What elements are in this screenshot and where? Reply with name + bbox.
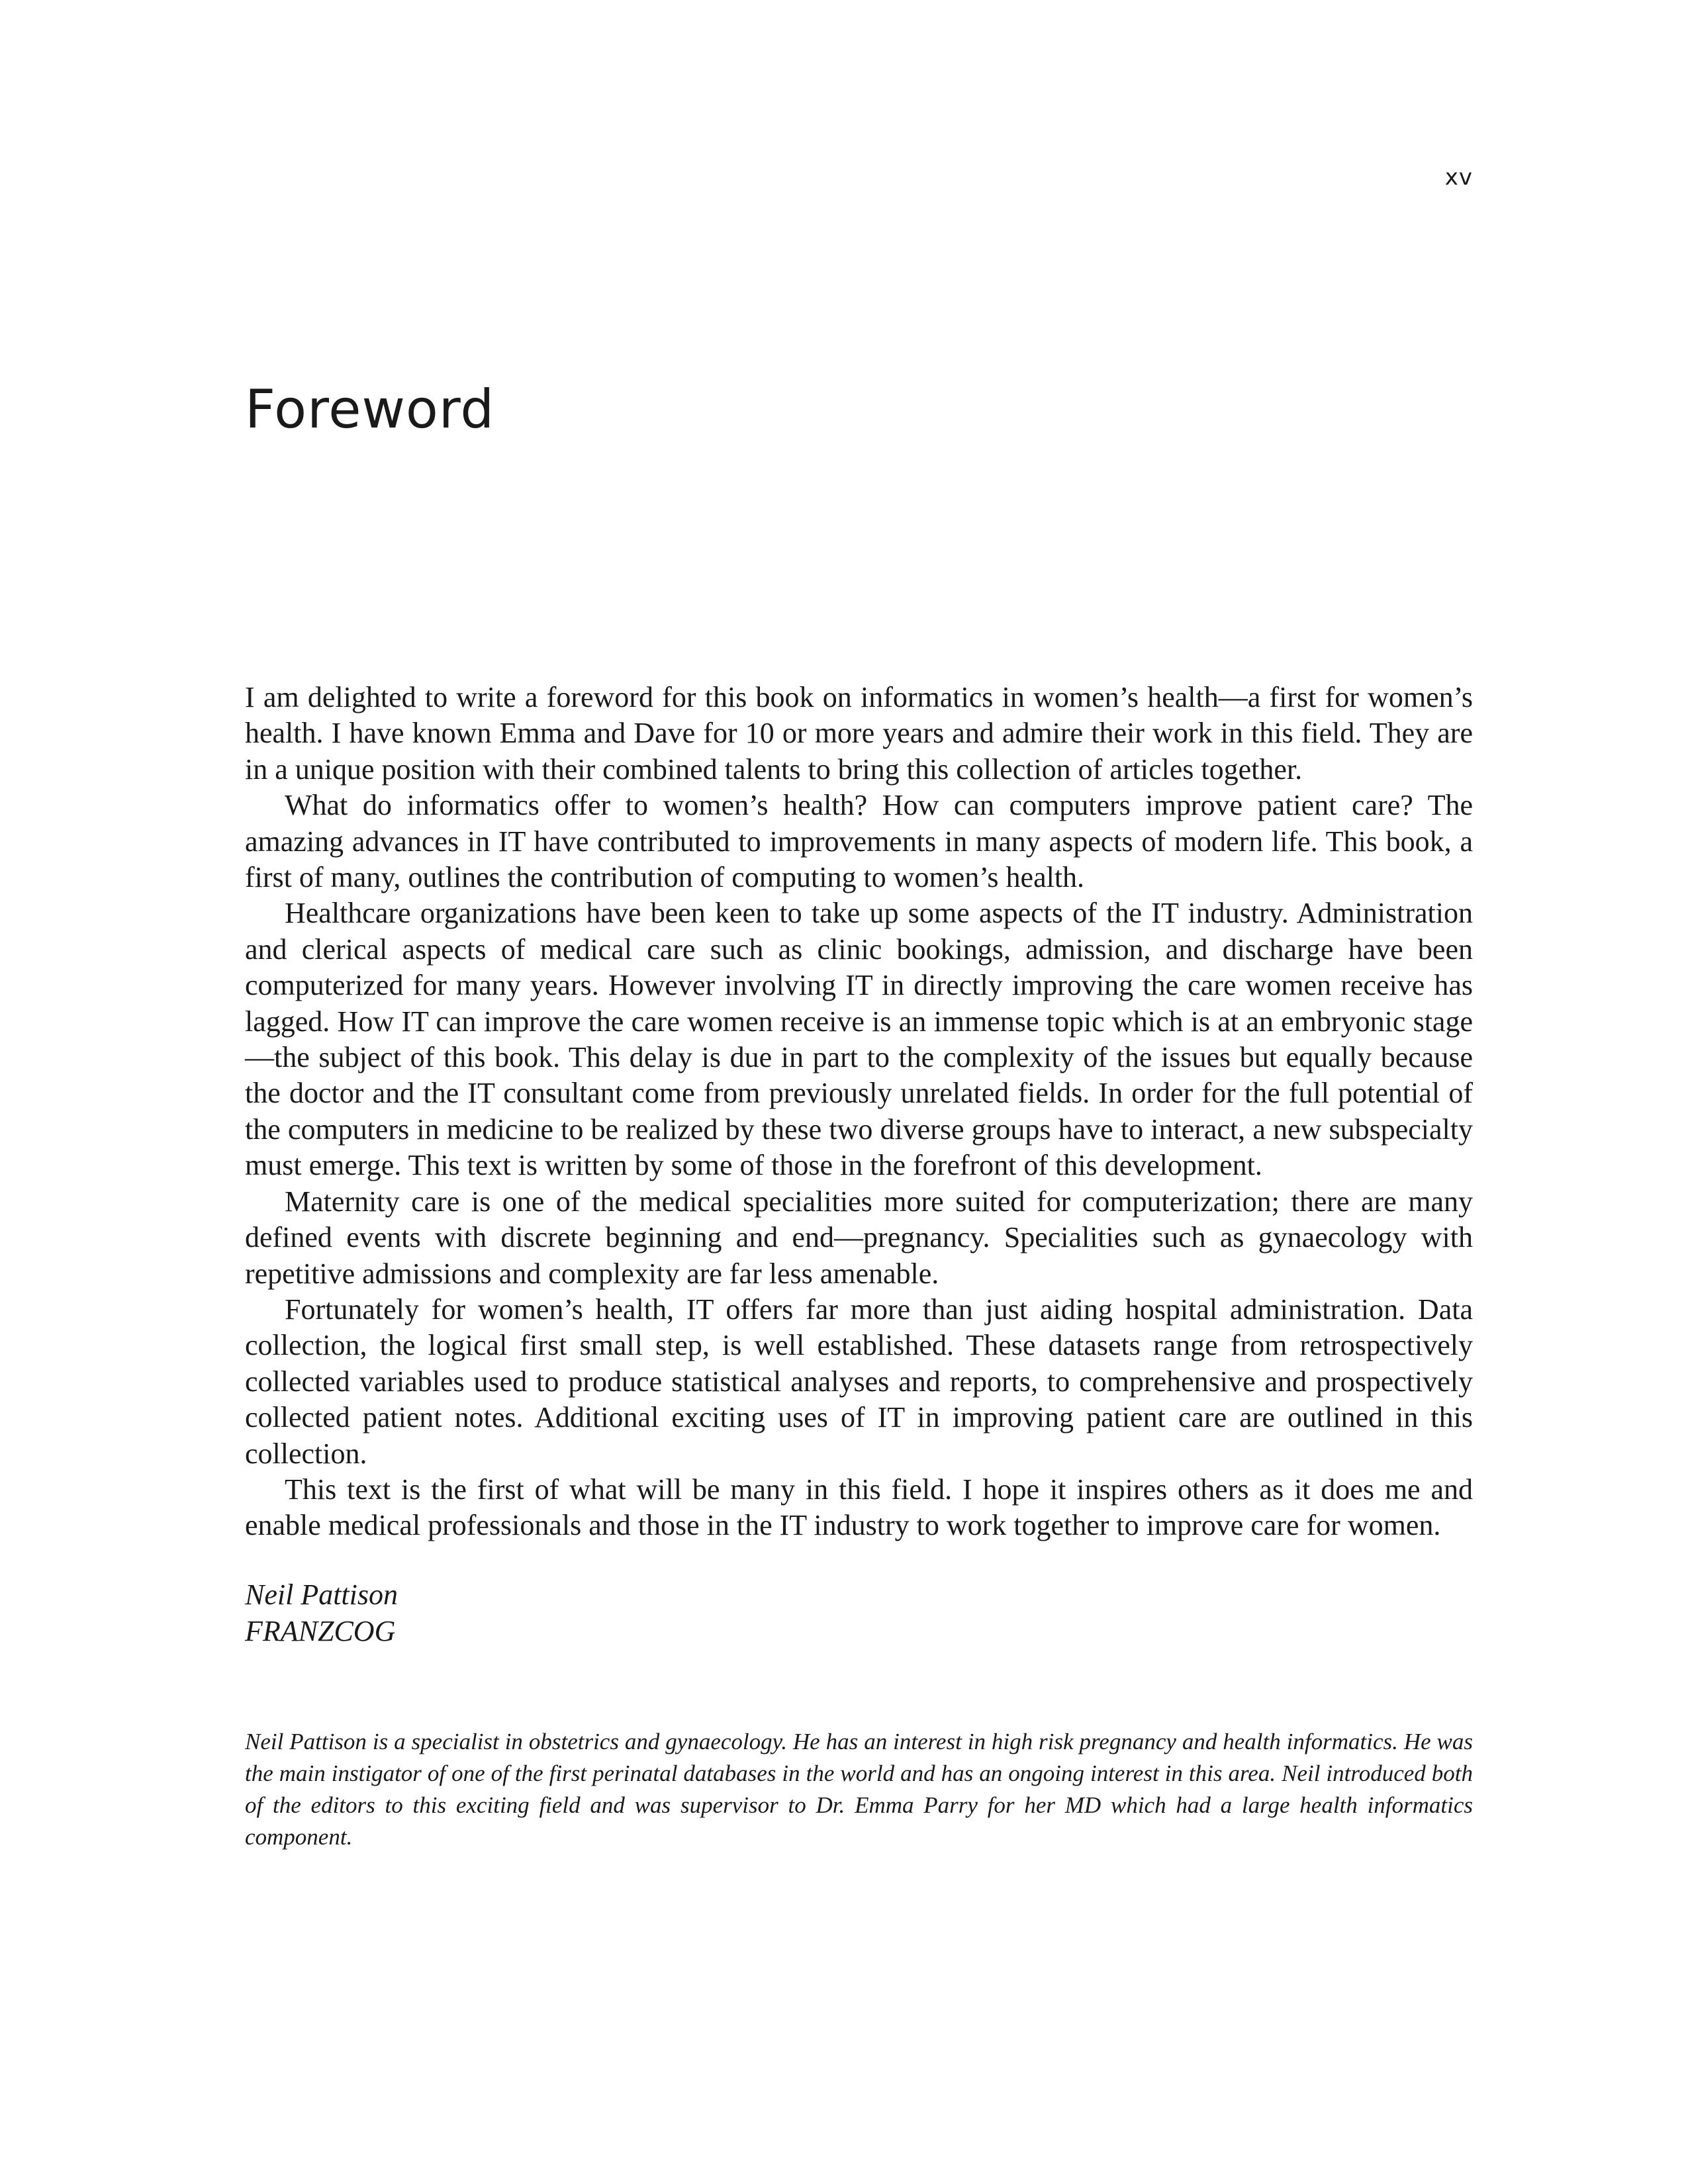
page-number: xv [1444, 164, 1473, 191]
paragraph: Healthcare organizations have been keen to take up some aspects of the IT industry. Administration and clerical aspects of medical care such as clinic bookings, admission, and discharge have been computerized for many years. However involving IT in directly improving the care women receive has lagged. How IT can improve the care women receive is an immense topic which is at an embryonic stage—the subject of this book. This delay is due in part to the complexity of the issues but equally because the doctor and the IT consultant come from previously unrelated fields. In order for the full potential of the computers in medicine to be realized by these two diverse groups have to interact, a new subspecialty must emerge. This text is written by some of those in the forefront of this development. [245, 897, 1473, 1182]
foreword-body [245, 680, 1473, 1544]
chapter-title: Foreword [245, 379, 495, 440]
paragraph: What do informatics offer to women’s health? How can computers improve patient care? The amazing advances in IT have contributed to improvements in many aspects of modern life. This book, a first of many, outlines the contribution of computing to women’s health. [245, 789, 1473, 894]
author-credential: FRANZCOG [245, 1615, 396, 1647]
author-name: Neil Pattison [245, 1578, 398, 1611]
paragraph: I am delighted to write a foreword for this book on informatics in women’s health—a first for women’s health. I have known Emma and Dave for 10 or more years and admire their work in this field. They are in a unique position with their combined talents to bring this collection of articles together. [245, 681, 1473, 786]
paragraph: Maternity care is one of the medical specialities more suited for computerization; there are many defined events with discrete beginning and end—pregnancy. Specialities such as gynaecology with repetitive admissions and complexity are far less amenable. [245, 1185, 1473, 1290]
paragraph: This text is the first of what will be many in this field. I hope it inspires others as it does me and enable medical professionals and those in the IT industry to work together to improve care for women. [245, 1473, 1473, 1542]
paragraph: Fortunately for women’s health, IT offers far more than just aiding hospital administration. Data collection, the logical first small step, is well established. These datasets range from retrospectively collected variables used to produce statistical analyses and reports, to comprehensive and prospectively collected patient notes. Additional exciting uses of IT in improving patient care are outlined in this collection. [245, 1293, 1473, 1470]
author-bio: Neil Pattison is a specialist in obstetrics and gynaecology. He has an interest in high risk pregnancy and health informatics. He was the main instigator of one of the first perinatal databases in the world and has an ongoing interest in this area. Neil introduced both of the editors to this exciting field and was supervisor to Dr. Emma Parry for her MD which had a large health informatics component. [245, 1729, 1473, 1850]
author-signature [245, 1576, 398, 1649]
